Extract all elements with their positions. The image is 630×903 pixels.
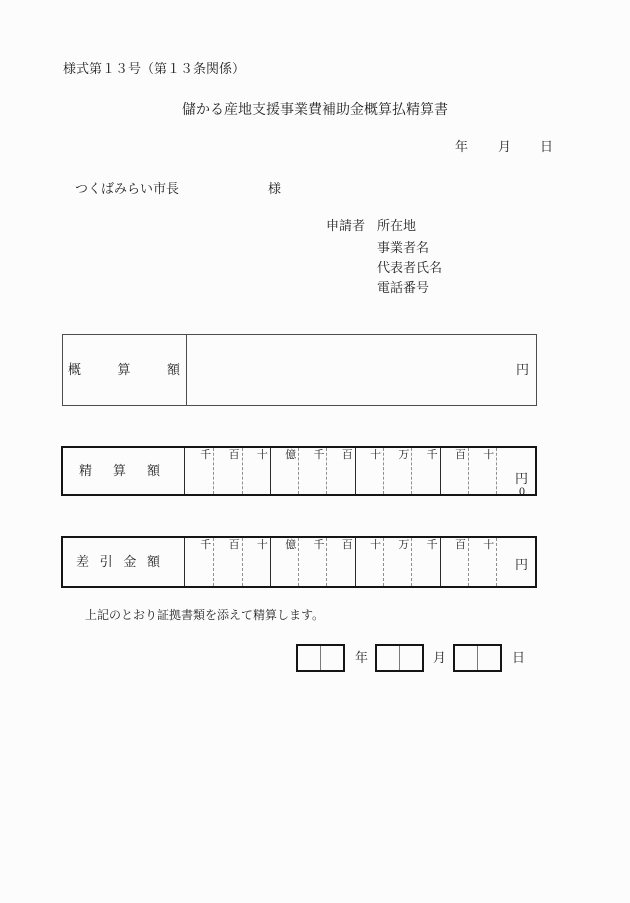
digit-column[interactable] xyxy=(468,538,496,586)
balance-amount-table xyxy=(61,536,537,588)
digit-header: 十 xyxy=(370,539,382,551)
digit-header: 億 xyxy=(285,449,297,461)
yen-unit-label: 円 xyxy=(514,556,528,572)
footer-month-label: 月 xyxy=(433,650,447,665)
label-char: 精 xyxy=(79,462,93,478)
label-char: 引 xyxy=(99,553,113,569)
estimate-amount-label xyxy=(63,335,187,405)
digit-column[interactable] xyxy=(298,538,326,586)
header-date-day-label: 日 xyxy=(540,139,554,154)
estimate-amount-field[interactable] xyxy=(187,335,536,405)
applicant-representative-label: 代表者氏名 xyxy=(377,260,443,275)
digit-header: 千 xyxy=(426,539,438,551)
addressee-honorific: 様 xyxy=(268,181,282,196)
digit-column[interactable] xyxy=(326,448,354,494)
day-digit-cell[interactable] xyxy=(455,646,478,670)
estimate-amount-table xyxy=(62,334,537,406)
digit-header: 百 xyxy=(228,539,240,551)
header-date-month-label: 月 xyxy=(498,139,512,154)
digit-header: 百 xyxy=(454,449,466,461)
label-char: 概 xyxy=(68,361,82,377)
label-char: 算 xyxy=(117,361,131,377)
digit-header: 千 xyxy=(313,449,325,461)
label-char: 額 xyxy=(166,361,180,377)
digit-header: 十 xyxy=(483,539,495,551)
applicant-label: 申請者 xyxy=(326,218,366,233)
digit-column[interactable] xyxy=(468,448,496,494)
digit-column[interactable] xyxy=(213,538,241,586)
closing-statement: 上記のとおり証拠書類を添えて精算します。 xyxy=(85,608,325,622)
digit-column[interactable] xyxy=(326,538,354,586)
stray-digit: 0 xyxy=(519,485,525,495)
digit-column[interactable] xyxy=(411,538,439,586)
digit-header: 十 xyxy=(483,449,495,461)
month-digit-cell[interactable] xyxy=(400,646,422,670)
day-digit-cell[interactable] xyxy=(478,646,500,670)
digit-column[interactable] xyxy=(270,448,298,494)
footer-year-label: 年 xyxy=(355,650,369,665)
digit-header: 億 xyxy=(285,539,297,551)
digit-column[interactable] xyxy=(185,538,213,586)
label-char: 額 xyxy=(146,462,160,478)
settlement-amount-label xyxy=(63,448,185,494)
digit-header: 百 xyxy=(341,449,353,461)
digit-header: 百 xyxy=(454,539,466,551)
yen-column[interactable] xyxy=(496,448,535,494)
footer-day-box xyxy=(453,644,502,672)
digit-header: 百 xyxy=(341,539,353,551)
digit-column[interactable] xyxy=(242,448,270,494)
digit-header: 万 xyxy=(398,449,410,461)
month-digit-cell[interactable] xyxy=(377,646,400,670)
digit-column[interactable] xyxy=(440,448,468,494)
label-char: 金 xyxy=(123,553,137,569)
digit-header: 十 xyxy=(256,449,268,461)
year-digit-cell[interactable] xyxy=(321,646,343,670)
applicant-business-name-label: 事業者名 xyxy=(377,240,430,255)
label-char: 額 xyxy=(146,553,160,569)
digit-header: 千 xyxy=(313,539,325,551)
balance-amount-label xyxy=(63,538,185,586)
digit-column[interactable] xyxy=(383,448,411,494)
digit-column[interactable] xyxy=(411,448,439,494)
yen-column[interactable] xyxy=(496,538,535,586)
yen-unit-label: 円 xyxy=(515,361,529,377)
page-title: 儲かる産地支援事業費補助金概算払精算書 xyxy=(182,103,448,118)
applicant-address-label: 所在地 xyxy=(377,218,417,233)
digit-column[interactable] xyxy=(355,538,383,586)
year-digit-cell[interactable] xyxy=(298,646,321,670)
footer-year-box xyxy=(296,644,345,672)
digit-column[interactable] xyxy=(185,448,213,494)
yen-unit-label: 円 xyxy=(514,470,528,486)
applicant-phone-label: 電話番号 xyxy=(377,280,430,295)
digit-column[interactable] xyxy=(355,448,383,494)
label-char: 算 xyxy=(112,462,126,478)
digit-column[interactable] xyxy=(383,538,411,586)
digit-column[interactable] xyxy=(270,538,298,586)
balance-digit-grid xyxy=(185,538,535,586)
digit-header: 十 xyxy=(256,539,268,551)
settlement-amount-table xyxy=(61,446,537,496)
digit-header: 千 xyxy=(426,449,438,461)
form-number: 様式第１３号（第１３条関係） xyxy=(63,61,246,76)
digit-column[interactable] xyxy=(298,448,326,494)
digit-header: 百 xyxy=(228,449,240,461)
digit-header: 千 xyxy=(200,539,212,551)
header-date-year-label: 年 xyxy=(455,139,469,154)
footer-day-label: 日 xyxy=(512,650,526,665)
digit-header: 万 xyxy=(398,539,410,551)
addressee-name: つくばみらい市長 xyxy=(75,181,180,196)
footer-month-box xyxy=(375,644,424,672)
settlement-digit-grid xyxy=(185,448,535,494)
digit-column[interactable] xyxy=(213,448,241,494)
digit-column[interactable] xyxy=(242,538,270,586)
label-char: 差 xyxy=(76,553,90,569)
digit-header: 十 xyxy=(370,449,382,461)
digit-header: 千 xyxy=(200,449,212,461)
digit-column[interactable] xyxy=(440,538,468,586)
